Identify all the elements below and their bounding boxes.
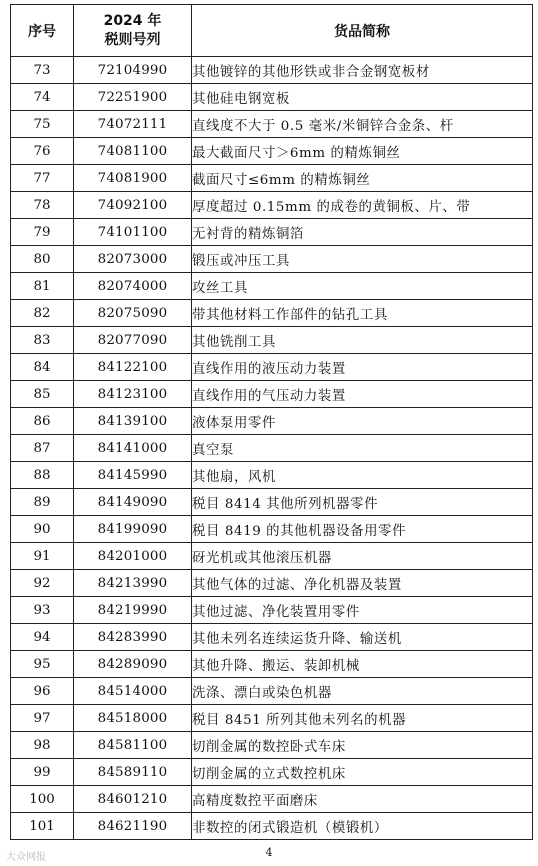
table-row bbox=[11, 678, 533, 705]
row-goods-name: 切削金属的立式数控机床 bbox=[192, 759, 533, 786]
row-tariff-code: 82073000 bbox=[74, 246, 192, 273]
table-row bbox=[11, 381, 533, 408]
table-row bbox=[11, 408, 533, 435]
row-goods-name: 其他未列名连续运货升降、输送机 bbox=[192, 624, 533, 651]
row-goods-name: 切削金属的数控卧式车床 bbox=[192, 732, 533, 759]
table-row bbox=[11, 246, 533, 273]
table-row bbox=[11, 651, 533, 678]
table-row bbox=[11, 624, 533, 651]
row-tariff-code: 84283990 bbox=[74, 624, 192, 651]
row-serial-number: 75 bbox=[11, 111, 74, 138]
row-goods-name: 税目 8419 的其他机器设备用零件 bbox=[192, 516, 533, 543]
table-row bbox=[11, 111, 533, 138]
row-tariff-code: 84514000 bbox=[74, 678, 192, 705]
row-serial-number: 91 bbox=[11, 543, 74, 570]
row-goods-name: 锻压或冲压工具 bbox=[192, 246, 533, 273]
row-tariff-code: 84139100 bbox=[74, 408, 192, 435]
row-serial-number: 73 bbox=[11, 57, 74, 84]
row-tariff-code: 84518000 bbox=[74, 705, 192, 732]
row-serial-number: 89 bbox=[11, 489, 74, 516]
row-tariff-code: 82077090 bbox=[74, 327, 192, 354]
table-row bbox=[11, 327, 533, 354]
row-serial-number: 93 bbox=[11, 597, 74, 624]
page-number: 4 bbox=[265, 846, 273, 859]
table-row bbox=[11, 813, 533, 840]
row-tariff-code: 84122100 bbox=[74, 354, 192, 381]
row-goods-name: 直线作用的气压动力装置 bbox=[192, 381, 533, 408]
row-goods-name: 厚度超过 0.15mm 的成卷的黄铜板、片、带 bbox=[192, 192, 533, 219]
table-row bbox=[11, 165, 533, 192]
row-serial-number: 82 bbox=[11, 300, 74, 327]
row-goods-name: 其他过滤、净化装置用零件 bbox=[192, 597, 533, 624]
row-goods-name: 无衬背的精炼铜箔 bbox=[192, 219, 533, 246]
row-goods-name: 攻丝工具 bbox=[192, 273, 533, 300]
row-serial-number: 84 bbox=[11, 354, 74, 381]
row-tariff-code: 84289090 bbox=[74, 651, 192, 678]
row-goods-name: 其他升降、搬运、装卸机械 bbox=[192, 651, 533, 678]
row-tariff-code: 84213990 bbox=[74, 570, 192, 597]
row-tariff-code: 84201000 bbox=[74, 543, 192, 570]
table-row bbox=[11, 435, 533, 462]
row-goods-name: 砑光机或其他滚压机器 bbox=[192, 543, 533, 570]
table-row bbox=[11, 219, 533, 246]
row-tariff-code: 74081100 bbox=[74, 138, 192, 165]
table-row bbox=[11, 57, 533, 84]
row-serial-number: 90 bbox=[11, 516, 74, 543]
table-row bbox=[11, 732, 533, 759]
row-goods-name: 其他气体的过滤、净化机器及装置 bbox=[192, 570, 533, 597]
row-tariff-code: 74072111 bbox=[74, 111, 192, 138]
row-serial-number: 83 bbox=[11, 327, 74, 354]
row-serial-number: 87 bbox=[11, 435, 74, 462]
table-row bbox=[11, 597, 533, 624]
table-row bbox=[11, 489, 533, 516]
row-tariff-code: 72104990 bbox=[74, 57, 192, 84]
row-goods-name: 其他扇，风机 bbox=[192, 462, 533, 489]
row-serial-number: 86 bbox=[11, 408, 74, 435]
row-goods-name: 直线度不大于 0.5 毫米/米铜锌合金条、杆 bbox=[192, 111, 533, 138]
row-tariff-code: 84621190 bbox=[74, 813, 192, 840]
row-serial-number: 97 bbox=[11, 705, 74, 732]
row-tariff-code: 84149090 bbox=[74, 489, 192, 516]
row-tariff-code: 84145990 bbox=[74, 462, 192, 489]
table-row bbox=[11, 705, 533, 732]
header-row bbox=[11, 5, 533, 57]
row-tariff-code: 74081900 bbox=[74, 165, 192, 192]
row-tariff-code: 84581100 bbox=[74, 732, 192, 759]
row-serial-number: 94 bbox=[11, 624, 74, 651]
row-tariff-code: 74092100 bbox=[74, 192, 192, 219]
header-goods-name: 货品简称 bbox=[192, 5, 533, 57]
row-serial-number: 80 bbox=[11, 246, 74, 273]
row-goods-name: 其他铣削工具 bbox=[192, 327, 533, 354]
row-serial-number: 81 bbox=[11, 273, 74, 300]
tariff-table bbox=[10, 4, 533, 840]
row-serial-number: 85 bbox=[11, 381, 74, 408]
row-serial-number: 92 bbox=[11, 570, 74, 597]
row-goods-name: 非数控的闭式锻造机（模锻机） bbox=[192, 813, 533, 840]
row-serial-number: 74 bbox=[11, 84, 74, 111]
row-goods-name: 带其他材料工作部件的钻孔工具 bbox=[192, 300, 533, 327]
table-row bbox=[11, 543, 533, 570]
row-serial-number: 95 bbox=[11, 651, 74, 678]
row-tariff-code: 84589110 bbox=[74, 759, 192, 786]
row-goods-name: 最大截面尺寸＞6mm 的精炼铜丝 bbox=[192, 138, 533, 165]
table-row bbox=[11, 273, 533, 300]
header-tariff-code bbox=[74, 5, 192, 57]
row-serial-number: 88 bbox=[11, 462, 74, 489]
row-goods-name: 直线作用的液压动力装置 bbox=[192, 354, 533, 381]
table-row bbox=[11, 759, 533, 786]
row-goods-name: 液体泵用零件 bbox=[192, 408, 533, 435]
row-goods-name: 截面尺寸≤6mm 的精炼铜丝 bbox=[192, 165, 533, 192]
row-goods-name: 其他镀锌的其他形铁或非合金钢宽板材 bbox=[192, 57, 533, 84]
row-tariff-code: 82075090 bbox=[74, 300, 192, 327]
table-row bbox=[11, 786, 533, 813]
row-serial-number: 98 bbox=[11, 732, 74, 759]
row-goods-name: 其他硅电钢宽板 bbox=[192, 84, 533, 111]
table-row bbox=[11, 516, 533, 543]
row-tariff-code: 74101100 bbox=[74, 219, 192, 246]
table-row bbox=[11, 300, 533, 327]
table-header bbox=[11, 5, 533, 57]
row-tariff-code: 82074000 bbox=[74, 273, 192, 300]
row-tariff-code: 84601210 bbox=[74, 786, 192, 813]
row-tariff-code: 84219990 bbox=[74, 597, 192, 624]
row-serial-number: 76 bbox=[11, 138, 74, 165]
row-goods-name: 税目 8414 其他所列机器零件 bbox=[192, 489, 533, 516]
row-serial-number: 99 bbox=[11, 759, 74, 786]
row-goods-name: 高精度数控平面磨床 bbox=[192, 786, 533, 813]
table-row bbox=[11, 84, 533, 111]
table-row bbox=[11, 462, 533, 489]
header-serial-number: 序号 bbox=[11, 5, 74, 57]
row-serial-number: 96 bbox=[11, 678, 74, 705]
table-row bbox=[11, 192, 533, 219]
row-goods-name: 洗涤、漂白或染色机器 bbox=[192, 678, 533, 705]
row-tariff-code: 84123100 bbox=[74, 381, 192, 408]
row-tariff-code: 84141000 bbox=[74, 435, 192, 462]
header-tariff-code-year: 2024 年 bbox=[103, 12, 162, 29]
table-row bbox=[11, 570, 533, 597]
row-goods-name: 真空泵 bbox=[192, 435, 533, 462]
watermark: 大众网报 bbox=[6, 852, 46, 863]
table-row bbox=[11, 354, 533, 381]
row-serial-number: 77 bbox=[11, 165, 74, 192]
row-tariff-code: 72251900 bbox=[74, 84, 192, 111]
row-goods-name: 税目 8451 所列其他未列名的机器 bbox=[192, 705, 533, 732]
row-serial-number: 79 bbox=[11, 219, 74, 246]
row-tariff-code: 84199090 bbox=[74, 516, 192, 543]
header-tariff-code-label: 税则号列 bbox=[104, 31, 161, 48]
row-serial-number: 101 bbox=[11, 813, 74, 840]
row-serial-number: 78 bbox=[11, 192, 74, 219]
table-body bbox=[11, 57, 533, 840]
row-serial-number: 100 bbox=[11, 786, 74, 813]
table-row bbox=[11, 138, 533, 165]
